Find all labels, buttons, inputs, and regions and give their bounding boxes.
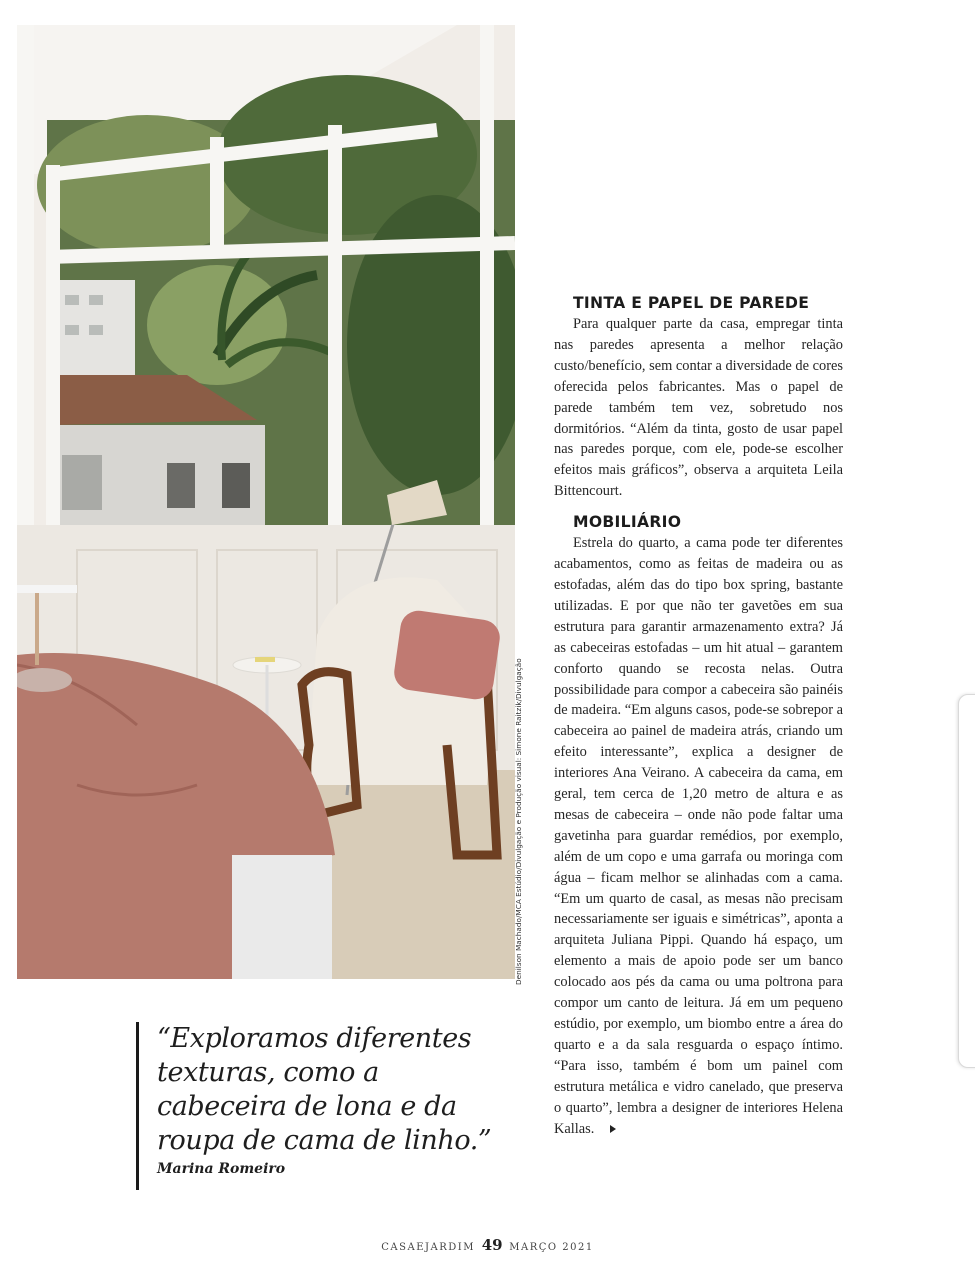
pull-quote	[136, 1022, 516, 1190]
section-text-mobiliario: Estrela do quarto, a cama pode ter diferentes acabamentos, como as feitas de madeira ou as estofadas, além das do tipo box spring, bastante utilizadas. E por que não ter gavetões em sua estrutura para garantir armazenamento extra? Já as cabeceiras estofadas – um hit atual – garantem conforto quando se recosta nelas. Outra possibilidade para compor a cabeceira são painéis de madeira. “Em alguns casos, pode-se sobrepor a cabeceira ao painel de madeira atrás, criando um efeito interessante”, explica a designer de interiores Ana Veirano. A cabeceira da cama, em geral, tem cerca de 1,20 metro de altura e as mesas de cabeceira – onde não pode faltar uma gavetinha para guardar remédios, por exemplo, além de um copo e uma garrafa ou moringa com água – ficam melhor se alinhadas com a cama. “Em um quarto de casal, as mesas não precisam necessariamente ser iguais e simétricas”, aponta a arquiteta Juliana Pippi. Quando há espaço, um elemento a mais de apoio pode ser um banco colocado aos pés da cama ou uma poltrona para compor um canto de leitura. Já em um pequeno estúdio, por exemplo, um biombo entre a área do quarto e a da sala resguarda o espaço íntimo. “Para isso, também é bom um painel com estrutura metálica e vidro canelado, que preserva o quarto”, lembra a designer de interiores Helena Kallas.	[554, 535, 843, 1137]
quote-text: “Exploramos diferentes texturas, como a cabeceira de lona e da roupa de cama de linho.”	[157, 1023, 492, 1156]
page-number: 49	[481, 1236, 503, 1254]
magazine-name: CASAEJARDIM	[381, 1242, 475, 1253]
article-column	[554, 292, 843, 1139]
section-heading-tinta: TINTA E PAPEL DE PAREDE	[573, 294, 810, 312]
continue-arrow-icon	[610, 1125, 616, 1133]
quote-author: Marina Romeiro	[157, 1161, 286, 1177]
side-panel-handle[interactable]	[958, 694, 975, 1068]
page-footer	[0, 1236, 975, 1254]
issue-date: MARÇO 2021	[509, 1242, 594, 1253]
section-heading-mobiliario: MOBILIÁRIO	[573, 513, 682, 532]
bedroom-photo	[17, 25, 515, 979]
section-text-tinta: Para qualquer parte da casa, empregar tinta nas paredes apresenta a melhor relação custo/benefício, sem contar a diversidade de cores oferecida pelos fabricantes. Mas o papel de parede também tem vez, sobretudo nos dormitórios. “Além da tinta, gosto de usar papel nas paredes porque, com ele, pode-se escolher efeitos mais gráficos”, observa a arquiteta Leila Bittencourt.	[554, 316, 843, 500]
photo-credit: Denilson Machado/MCA Estúdio/Divulgação e Produção visual: Simone Raitzik/Divulgação	[514, 658, 523, 985]
